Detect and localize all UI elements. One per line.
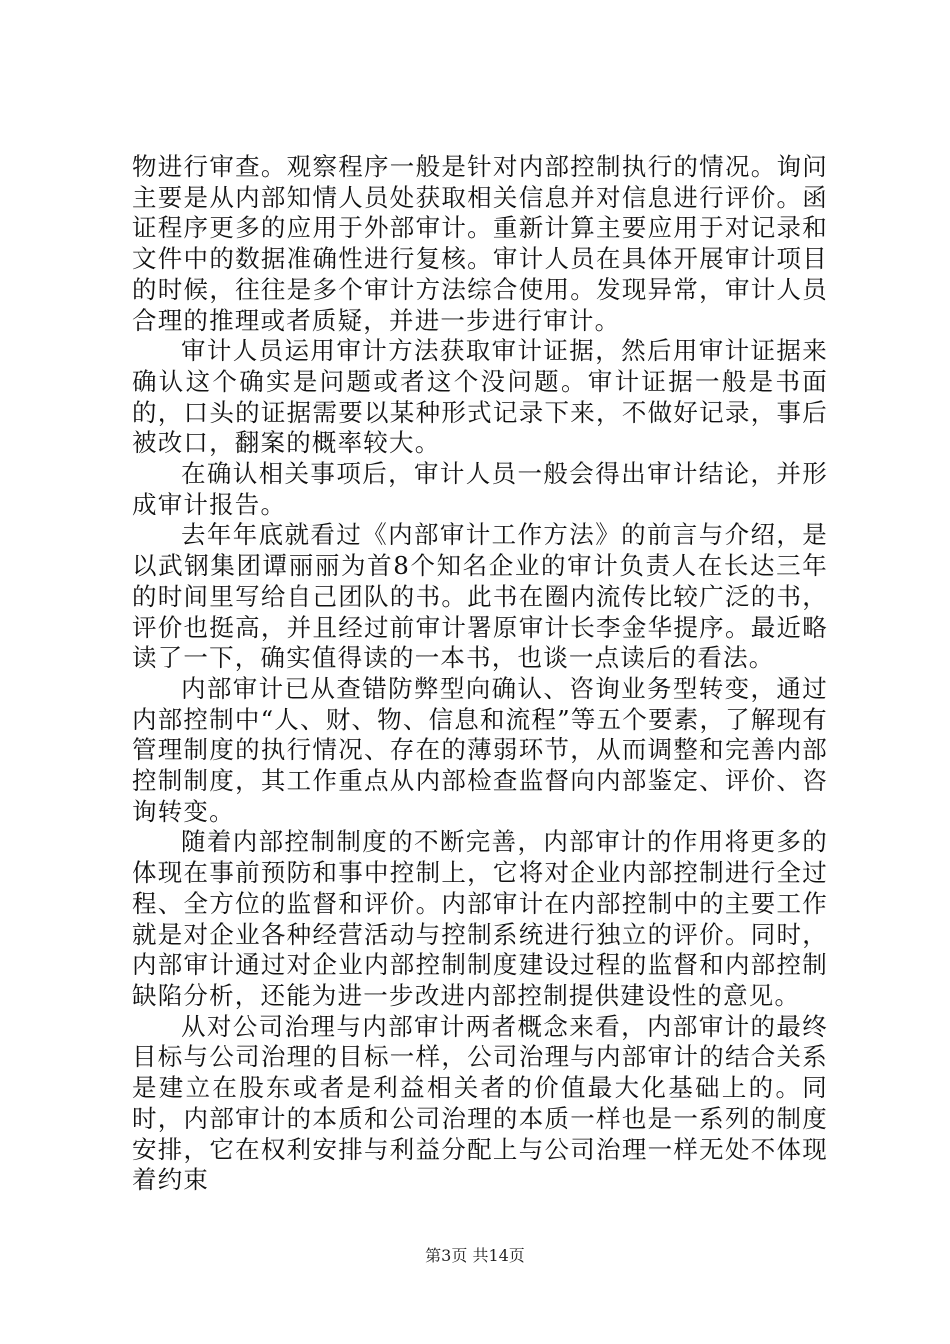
paragraph-continued: 物进行审查。观察程序一般是针对内部控制执行的情况。询问主要是从内部知情人员处获取相关信息并对信息进行评价。函证程序更多的应用于外部审计。重新计算主要应用于对记录和文件中的数据准确性进行复核。审计人员在具体开展审计项目的时候，往往是多个审计方法综合使用。发现异常，审计人员合理的推理或者质疑，并进一步进行审计。 [132, 152, 828, 335]
page-number: 第3页 共14页 [425, 1246, 525, 1265]
paragraph: 内部审计已从查错防弊型向确认、咨询业务型转变，通过内部控制中“人、财、物、信息和流程”等五个要素，了解现有管理制度的执行情况、存在的薄弱环节，从而调整和完善内部控制制度，其工作重点从内部检查监督向内部鉴定、评价、咨询转变。 [132, 673, 828, 826]
page-footer [0, 1243, 950, 1266]
paragraph: 去年年底就看过《内部审计工作方法》的前言与介绍，是以武钢集团谭丽丽为首8个知名企业的审计负责人在长达三年的时间里写给自己团队的书。此书在圈内流传比较广泛的书，评价也挺高，并且经过前审计署原审计长李金华提序。最近略读了一下，确实值得读的一本书，也谈一点读后的看法。 [132, 520, 828, 673]
paragraph: 审计人员运用审计方法获取审计证据，然后用审计证据来确认这个确实是问题或者这个没问题。审计证据一般是书面的，口头的证据需要以某种形式记录下来，不做好记录，事后被改口，翻案的概率较大。 [132, 336, 828, 458]
document-body [132, 152, 828, 1196]
paragraph: 随着内部控制制度的不断完善，内部审计的作用将更多的体现在事前预防和事中控制上，它将对企业内部控制进行全过程、全方位的监督和评价。内部审计在内部控制中的主要工作就是对企业各种经营活动与控制系统进行独立的评价。同时，内部审计通过对企业内部控制制度建设过程的监督和内部控制缺陷分析，还能为进一步改进内部控制提供建设性的意见。 [132, 827, 828, 1010]
paragraph: 从对公司治理与内部审计两者概念来看，内部审计的最终目标与公司治理的目标一样，公司治理与内部审计的结合关系是建立在股东或者是利益相关者的价值最大化基础上的。同时，内部审计的本质和公司治理的本质一样也是一系列的制度安排，它在权利安排与利益分配上与公司治理一样无处不体现着约束 [132, 1011, 828, 1195]
paragraph: 在确认相关事项后，审计人员一般会得出审计结论，并形成审计报告。 [132, 459, 828, 519]
